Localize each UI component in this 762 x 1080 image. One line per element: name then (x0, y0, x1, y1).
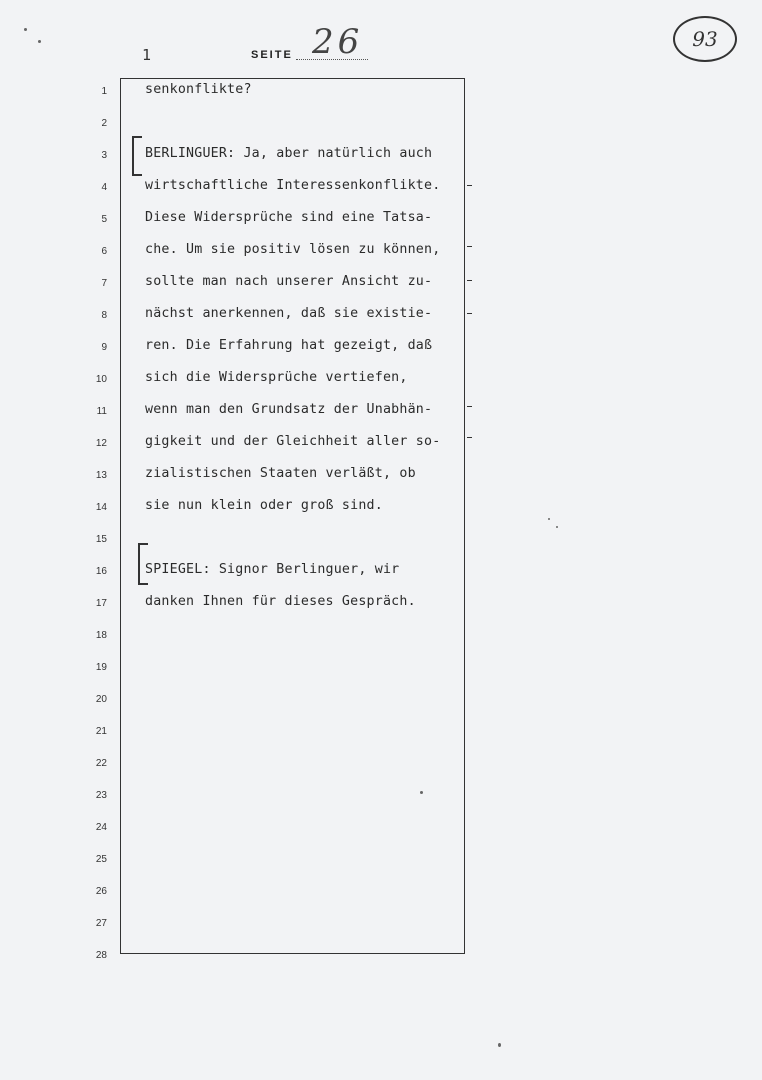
document-line (0, 854, 762, 886)
document-line (0, 726, 762, 758)
seite-label: SEITE (251, 49, 293, 61)
line-number: 7 (101, 278, 107, 289)
line-number: 2 (101, 118, 107, 129)
line-number: 4 (101, 182, 107, 193)
document-line (0, 918, 762, 950)
line-number: 24 (95, 822, 107, 833)
line-number: 5 (101, 214, 107, 225)
line-number: 11 (96, 406, 107, 417)
line-number: 19 (95, 662, 107, 673)
line-text: sich die Widersprüche vertiefen, (145, 370, 408, 385)
line-number: 18 (95, 630, 107, 641)
document-line (0, 82, 762, 118)
seite-value-handwritten: 26 (312, 22, 364, 62)
line-number: 21 (95, 726, 107, 737)
line-number: 8 (101, 310, 107, 321)
document-line (0, 630, 762, 662)
line-text: gigkeit und der Gleichheit aller so- (145, 434, 441, 449)
page-number: 1 (142, 46, 152, 64)
line-number: 26 (95, 886, 107, 897)
line-number: 12 (95, 438, 107, 449)
line-number: 25 (95, 854, 107, 865)
scan-speck (38, 40, 41, 43)
line-number: 6 (101, 246, 107, 257)
line-text: Diese Widersprüche sind eine Tatsa- (145, 210, 433, 225)
line-text: BERLINGUER: Ja, aber natürlich auch (145, 146, 433, 161)
line-number: 10 (95, 374, 107, 385)
line-number: 3 (101, 150, 107, 161)
line-number: 9 (101, 342, 107, 353)
document-line (0, 886, 762, 918)
line-text: danken Ihnen für dieses Gespräch. (145, 594, 416, 609)
line-number: 22 (95, 758, 107, 769)
line-text: sie nun klein oder groß sind. (145, 498, 383, 513)
line-number: 20 (95, 694, 107, 705)
document-line (0, 662, 762, 694)
line-text: ren. Die Erfahrung hat gezeigt, daß (145, 338, 433, 353)
line-text: wenn man den Grundsatz der Unabhän- (145, 402, 433, 417)
line-text: nächst anerkennen, daß sie existie- (145, 306, 433, 321)
document-line (0, 594, 762, 630)
line-number: 15 (95, 534, 107, 545)
line-text: senkonflikte? (145, 82, 252, 97)
line-number: 17 (95, 598, 107, 609)
line-number: 23 (95, 790, 107, 801)
line-number: 28 (95, 950, 107, 961)
document-line (0, 790, 762, 822)
line-number: 16 (95, 566, 107, 577)
line-number: 14 (95, 502, 107, 513)
scan-speck (24, 28, 27, 31)
line-text: SPIEGEL: Signor Berlinguer, wir (145, 562, 400, 577)
document-line (0, 758, 762, 790)
archive-number-stamp: 93 (673, 16, 737, 62)
document-line (0, 694, 762, 726)
document-line (0, 498, 762, 534)
document-line (0, 822, 762, 854)
line-text: wirtschaftliche Interessenkonflikte. (145, 178, 441, 193)
line-text: che. Um sie positiv lösen zu können, (145, 242, 441, 257)
document-line (0, 950, 762, 982)
line-number: 1 (101, 86, 107, 97)
line-number: 27 (95, 918, 107, 929)
line-text: sollte man nach unserer Ansicht zu- (145, 274, 433, 289)
scan-speck (498, 1043, 501, 1047)
line-number: 13 (95, 470, 107, 481)
line-text: zialistischen Staaten verläßt, ob (145, 466, 416, 481)
